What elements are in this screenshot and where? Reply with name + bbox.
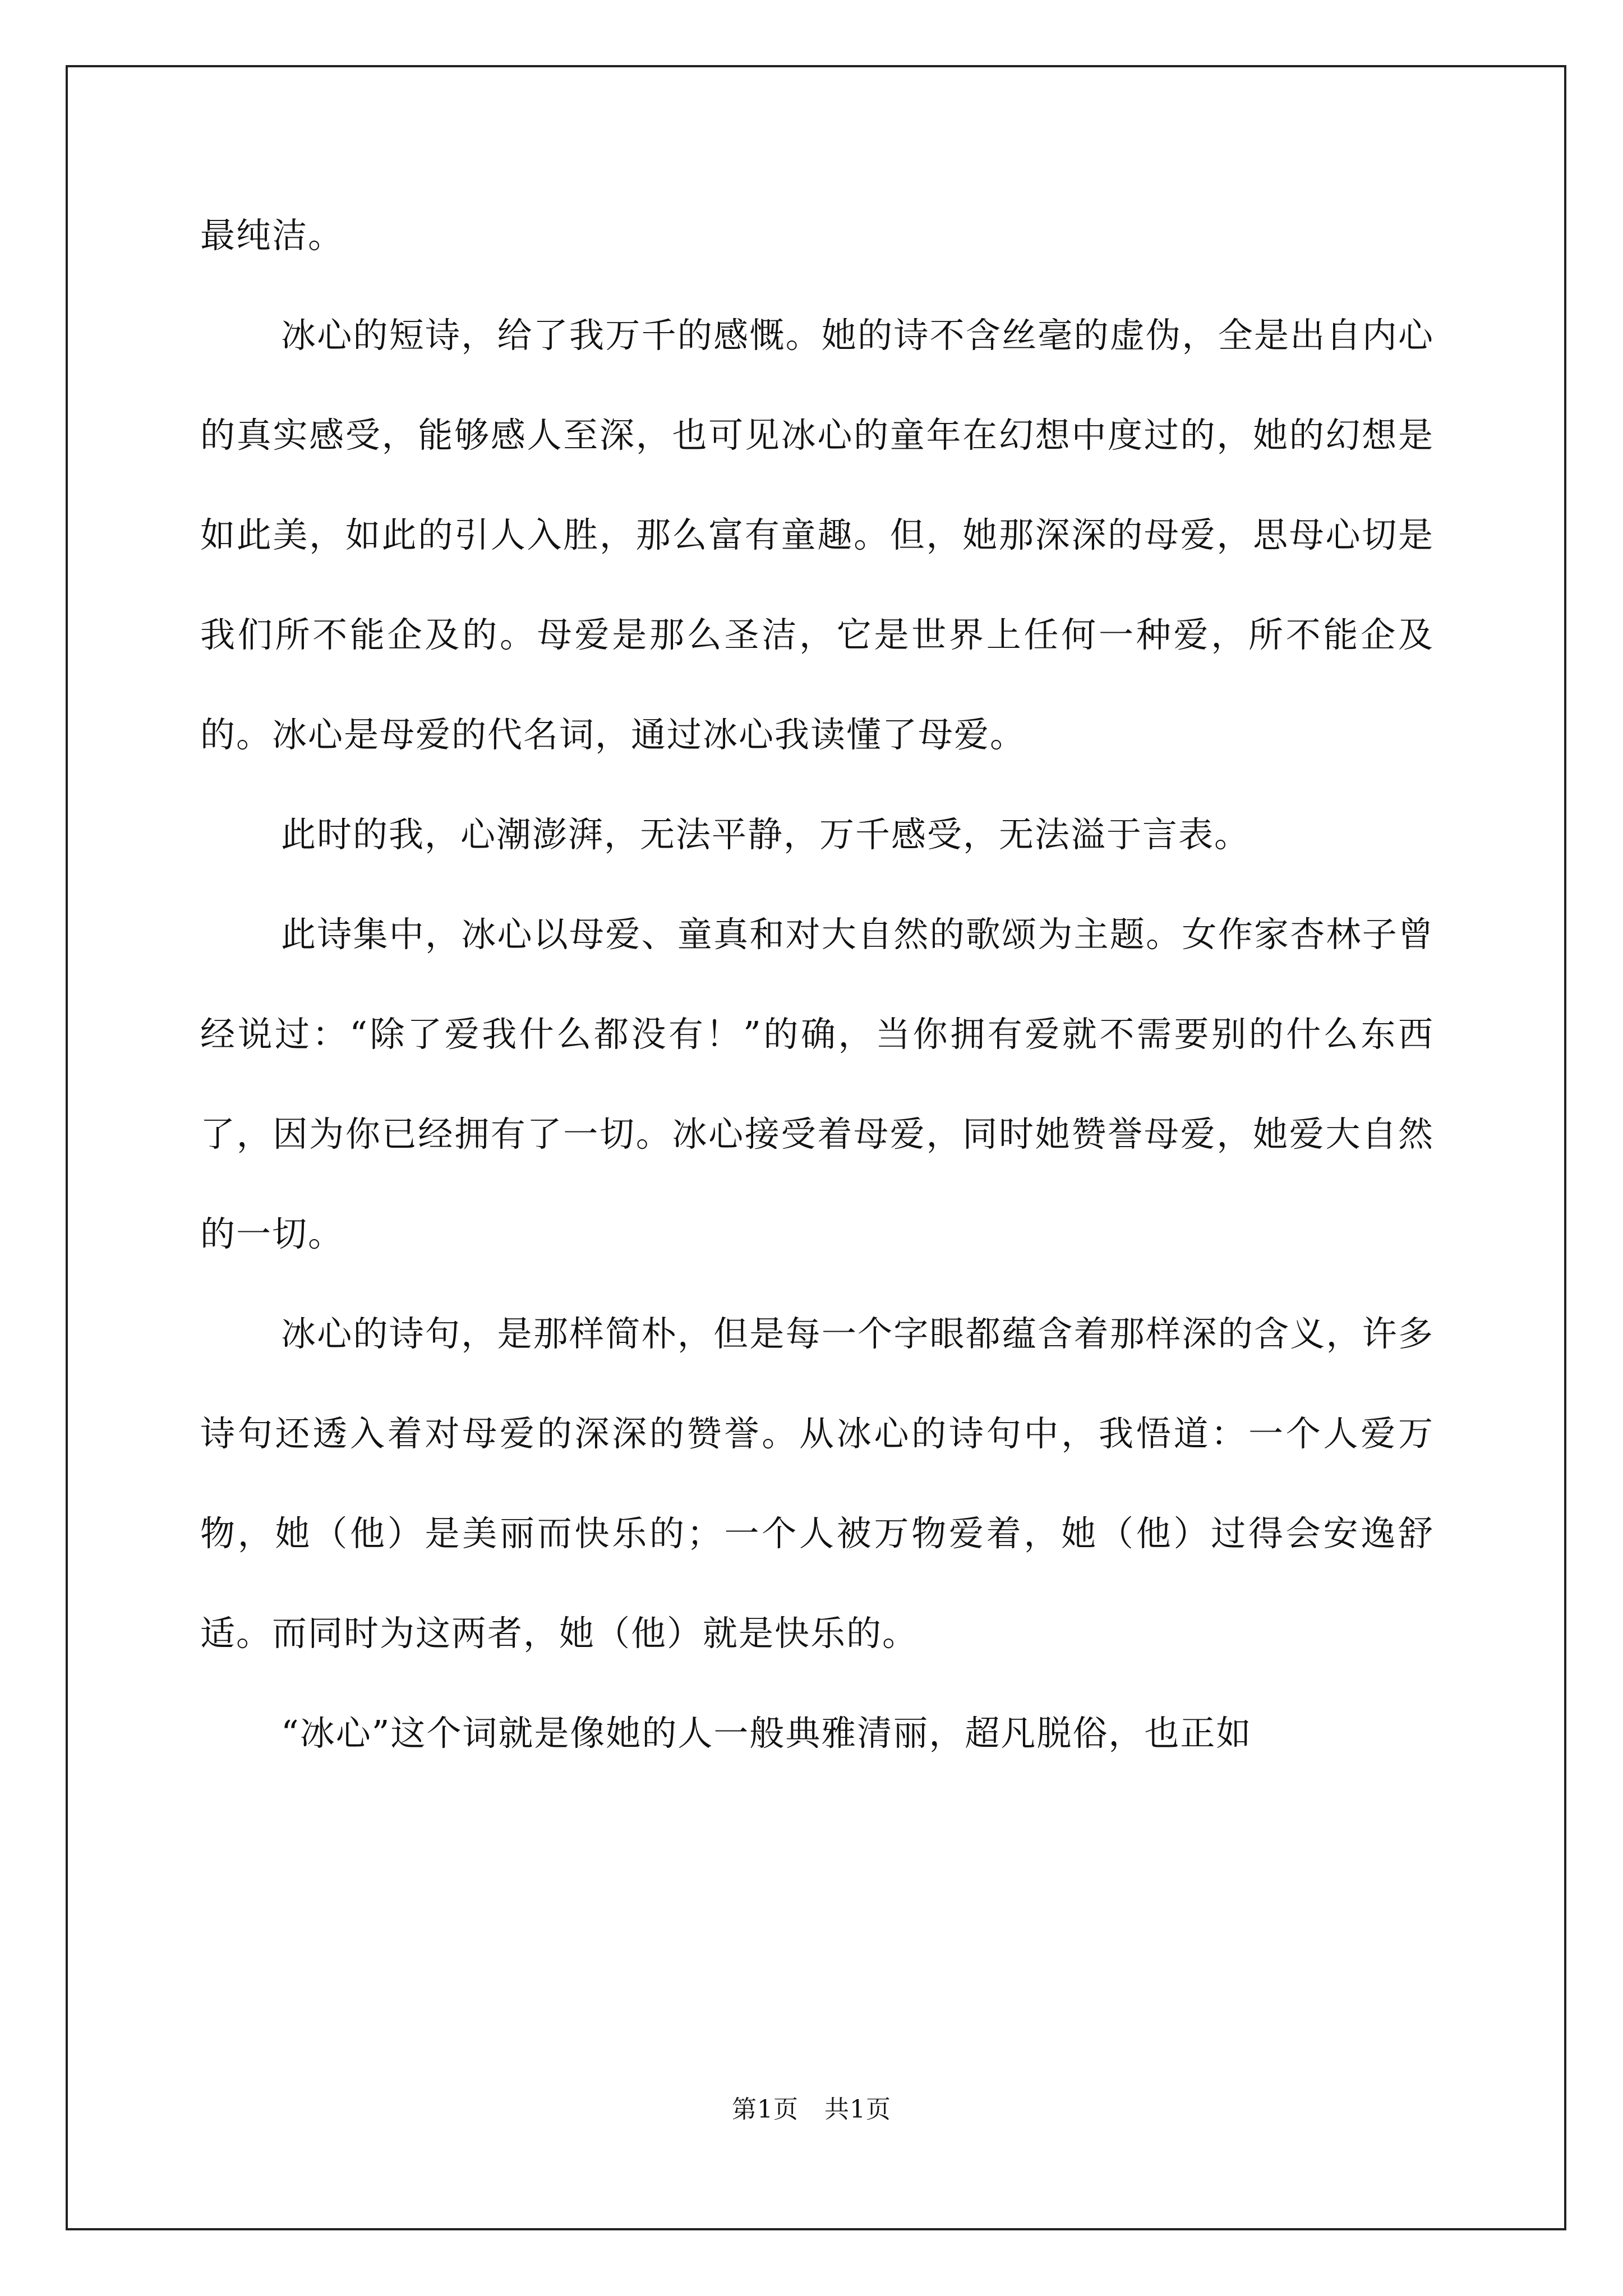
document-body [200,216,1434,1783]
paragraph: 冰心的短诗，给了我万千的感慨。她的诗不含丝毫的虚伪，全是出自内心的真实感受，能够感人至深，也可见冰心的童年在幻想中度过的，她的幻想是如此美，如此的引人入胜，那么富有童趣。但，她那深深的母爱，思母心切是我们所不能企及的。母爱是那么圣洁，它是世界上任何一种爱，所不能企及的。冰心是母爱的代名词，通过冰心我读懂了母爱。 [200,315,1434,755]
paragraph: 此时的我，心潮澎湃，无法平静，万千感受，无法溢于言表。 [281,814,1251,855]
page-total: 共1页 [824,2095,891,2124]
paragraph: 此诗集中，冰心以母爱、童真和对大自然的歌颂为主题。女作家杏林子曾经说过：“除了爱我什么都没有！”的确，当你拥有爱就不需要别的什么东西了，因为你已经拥有了一切。冰心接受着母爱，同时她赞誉母爱，她爱大自然的一切。 [200,914,1434,1254]
paragraph: 最纯洁。 [200,215,344,256]
paragraph: 冰心的诗句，是那样简朴，但是每一个字眼都蕴含着那样深的含义，许多诗句还透入着对母爱的深深的赞誉。从冰心的诗句中，我悟道：一个人爱万物，她（他）是美丽而快乐的；一个人被万物爱着，她（他）过得会安逸舒适。而同时为这两者，她（他）就是快乐的。 [200,1313,1434,1654]
page-footer [0,2089,1623,2125]
page-number: 第1页 [732,2095,799,2124]
paragraph: “冰心”这个词就是像她的人一般典雅清丽，超凡脱俗，也正如 [281,1713,1252,1754]
